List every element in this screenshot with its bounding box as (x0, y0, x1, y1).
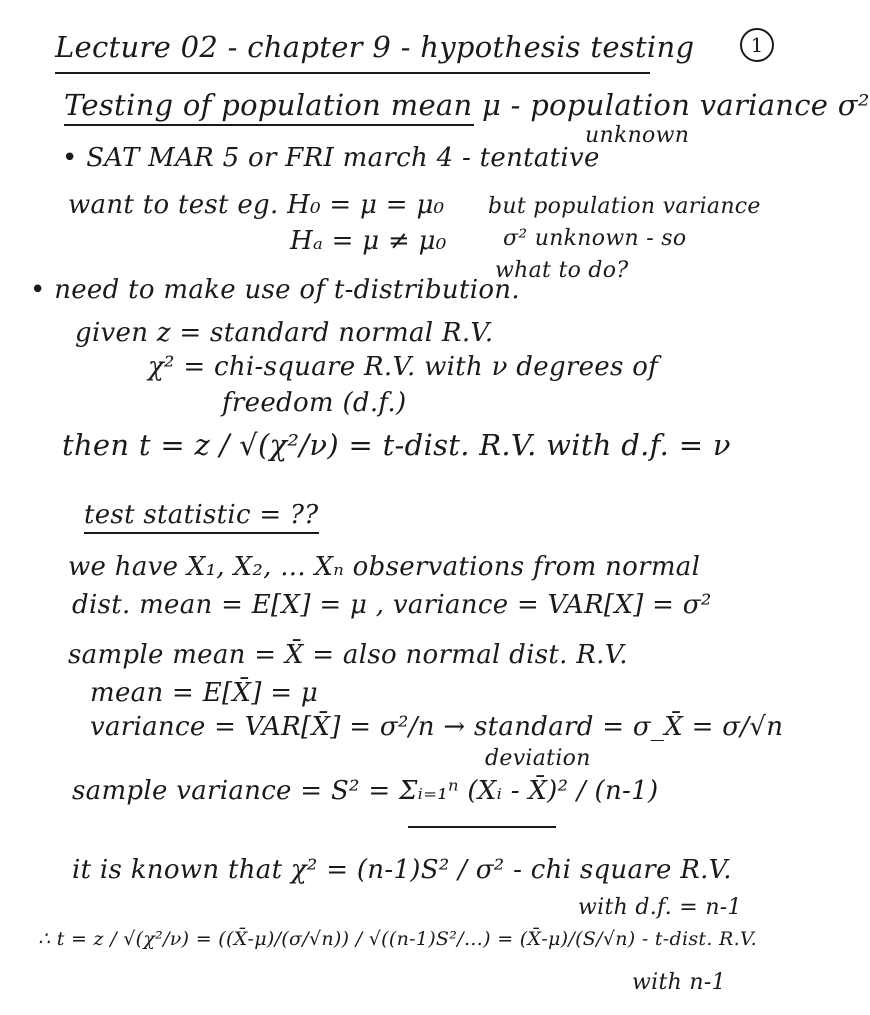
test-statistic-heading: test statistic = ?? (84, 500, 319, 534)
want-to-test-line: want to test eg. H₀ = μ = μ₀ (68, 190, 445, 220)
t-definition-line: then t = z / √(χ²/ν) = t-dist. R.V. with d.f. = ν (62, 428, 731, 462)
variance-note-2: σ² unknown - so (503, 226, 687, 251)
alt-hypothesis-line: Hₐ = μ ≠ μ₀ (290, 226, 447, 256)
chi-square-line: χ² = chi-square R.V. with ν degrees of (148, 352, 659, 382)
with-n-minus-1-note: with n-1 (632, 970, 726, 995)
freedom-line: freedom (d.f.) (222, 388, 407, 418)
variance-note-3: what to do? (495, 258, 629, 283)
variance-note-1: but population variance (488, 194, 761, 219)
page-number: 1 (740, 28, 774, 62)
variance-expectation-line: variance = VAR[X̄] = σ²/n → standard = σ_X̄ = σ/√n (90, 712, 784, 742)
subtitle-line: Testing of population mean μ - population variance σ² (64, 88, 870, 122)
sample-mean-line: sample mean = X̄ = also normal dist. R.V. (68, 640, 628, 670)
known-chi-square-line: it is known that χ² = (n-1)S² / σ² - chi square R.V. (72, 855, 732, 885)
mean-expectation-line: mean = E[X̄] = μ (90, 678, 319, 708)
lecture-title: Lecture 02 - chapter 9 - hypothesis testing (55, 30, 695, 64)
observations-line: we have X₁, X₂, ... Xₙ observations from normal (68, 552, 701, 582)
sample-variance-line: sample variance = S² = Σᵢ₌₁ⁿ (Xᵢ - X̄)² / (n-1) (72, 776, 659, 806)
distribution-line: dist. mean = E[X] = μ , variance = VAR[X] = σ² (72, 590, 712, 620)
title-underline (55, 72, 650, 74)
deviation-label: deviation (485, 746, 591, 771)
bullet-exam-date: • SAT MAR 5 or FRI march 4 - tentative (62, 143, 600, 173)
sample-variance-fraction-bar (408, 826, 556, 828)
with-df-note: with d.f. = n-1 (578, 895, 742, 920)
therefore-t-line: ∴ t = z / √(χ²/ν) = ((X̄-μ)/(σ/√n)) / √((n-1)S²/…) = (X̄-μ)/(S/√n) - t-dist. R.V. (38, 928, 758, 950)
bullet-t-distribution: • need to make use of t-distribution. (30, 275, 520, 305)
given-z-line: given z = standard normal R.V. (75, 318, 494, 348)
subtitle-underline (64, 124, 474, 126)
subtitle-continuation: unknown (585, 123, 690, 148)
